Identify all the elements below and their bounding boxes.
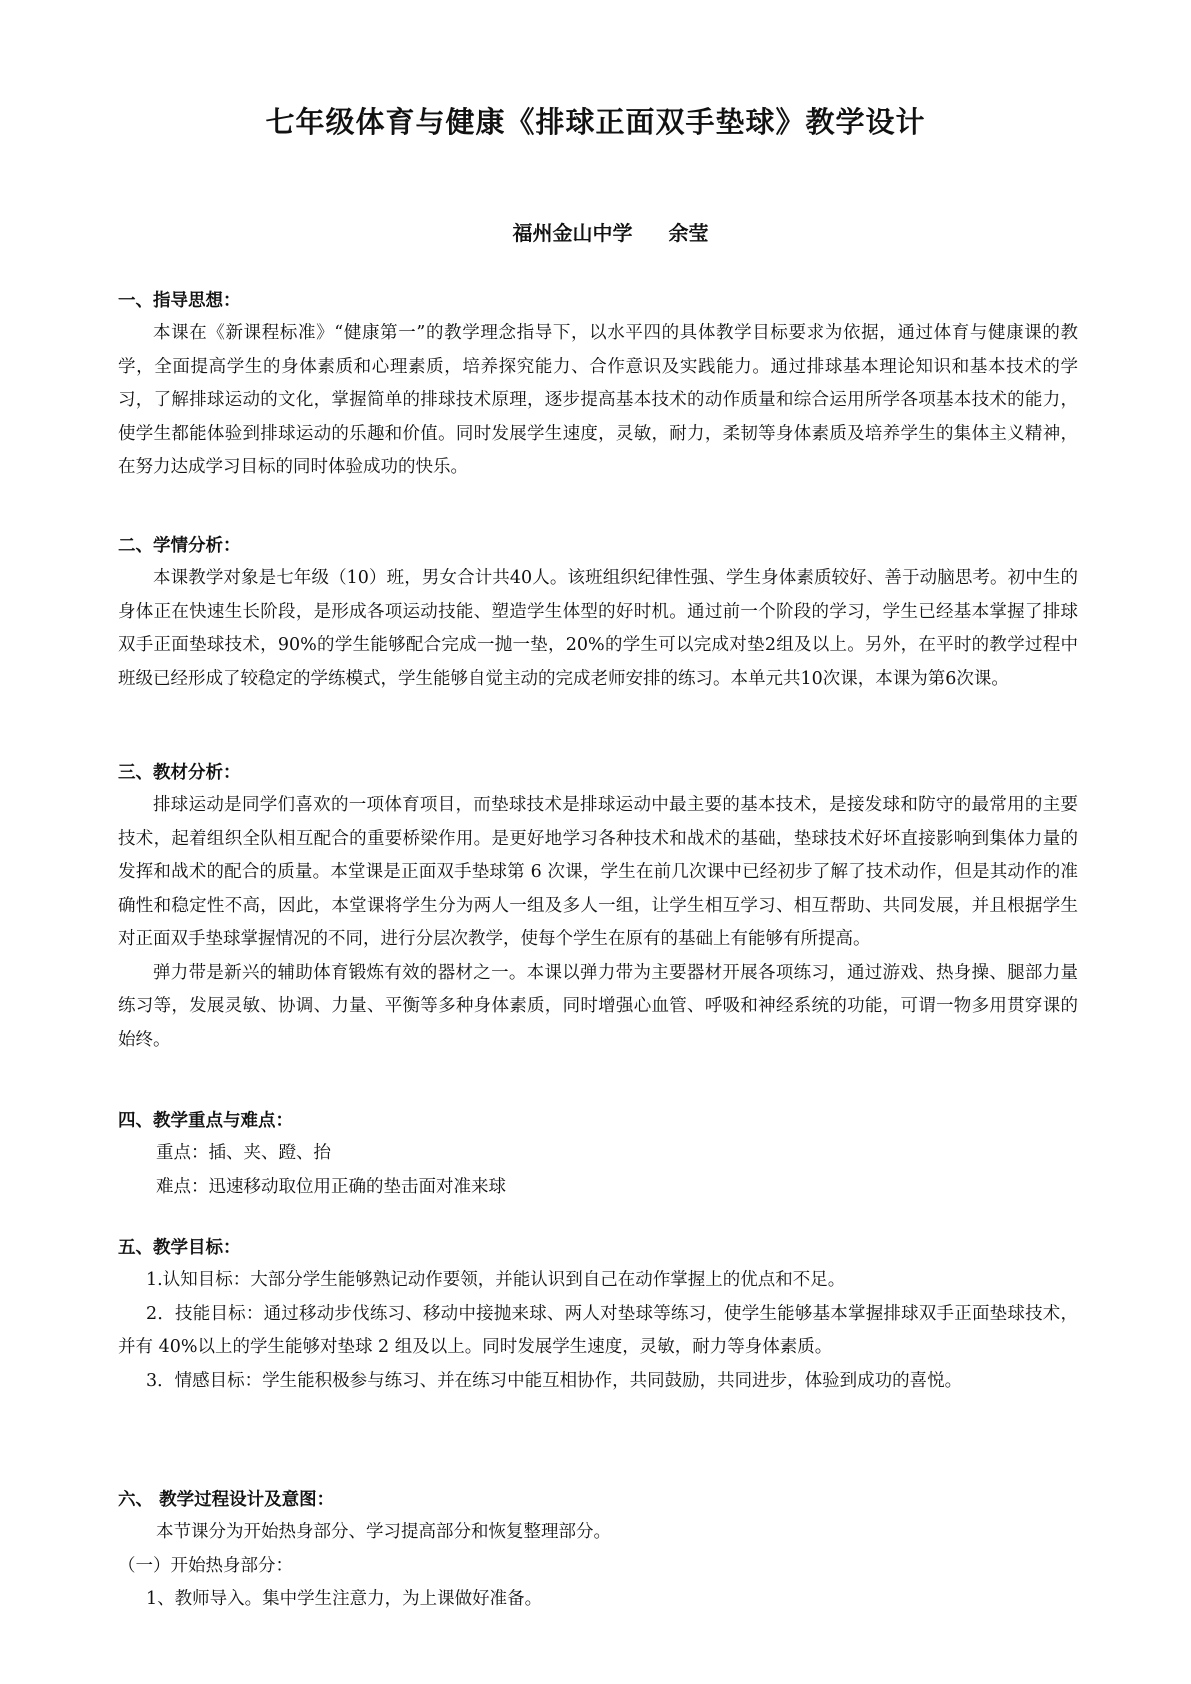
goal-skill: 2．技能目标：通过移动步伐练习、移动中接抛来球、两人对垫球等练习，使学生能够基本掌握排球双手正面垫球技术，并有 40%以上的学生能够对垫球 2 组及以上。同时发展学生速度，灵敏，耐力等身体素质。 xyxy=(118,1303,1078,1357)
section-heading: 二、学情分析： xyxy=(118,536,241,556)
section-teaching-process xyxy=(118,1484,1078,1617)
process-part-heading: （一）开始热身部分： xyxy=(118,1555,293,1576)
section-heading: 一、指导思想： xyxy=(118,291,241,311)
section-paragraph: 本课教学对象是七年级（10）班，男女合计共40人。该班组织纪律性强、学生身体素质较好、善于动脑思考。初中生的身体正在快速生长阶段，是形成各项运动技能、塑造学生体型的好时机。通过前一个阶段的学习，学生已经基本掌握了排球双手正面垫球技术，90%的学生能够配合完成一抛一垫，20%的学生可以完成对垫2组及以上。另外，在平时的教学过程中班级已经形成了较稳定的学练模式，学生能够自觉主动的完成老师安排的练习。本单元共10次课，本课为第6次课。 xyxy=(118,568,1078,689)
section-paragraph: 排球运动是同学们喜欢的一项体育项目，而垫球技术是排球运动中最主要的基本技术，是接发球和防守的最常用的主要技术，起着组织全队相互配合的重要桥梁作用。是更好地学习各种技术和战术的基础，垫球技术好坏直接影响到集体力量的发挥和战术的配合的质量。本堂课是正面双手垫球第 6 次课，学生在前几次课中已经初步了解了技术动作，但是其动作的准确性和稳定性不高，因此，本堂课将学生分为两人一组及多人一组，让学生相互学习、相互帮助、共同发展，并且根据学生对正面双手垫球掌握情况的不同，进行分层次教学，使每个学生在原有的基础上有能够有所提高。 xyxy=(118,795,1078,949)
goal-cognitive: 1.认知目标：大部分学生能够熟记动作要领，并能认识到自己在动作掌握上的优点和不足。 xyxy=(146,1270,846,1290)
section-paragraph: 弹力带是新兴的辅助体育锻炼有效的器材之一。本课以弹力带为主要器材开展各项练习，通过游戏、热身操、腿部力量练习等，发展灵敏、协调、力量、平衡等多种身体素质，同时增强心血管、呼吸和神经系统的功能，可谓一物多用贯穿课的始终。 xyxy=(118,962,1078,1050)
section-heading: 三、教材分析： xyxy=(118,763,241,783)
section-heading: 六、 教学过程设计及意图： xyxy=(118,1490,335,1510)
section-student-analysis xyxy=(118,530,1078,696)
process-intro: 本节课分为开始热身部分、学习提高部分和恢复整理部分。 xyxy=(156,1522,611,1542)
section-teaching-goals xyxy=(118,1232,1078,1398)
difficulty-line: 难点：迅速移动取位用正确的垫击面对准来球 xyxy=(156,1176,506,1197)
author-line xyxy=(0,218,1191,248)
process-step: 1、教师导入。集中学生注意力，为上课做好准备。 xyxy=(146,1589,543,1609)
key-point-line: 重点：插、夹、蹬、抬 xyxy=(156,1143,331,1163)
author-name: 余莹 xyxy=(668,221,709,245)
goal-emotional: 3．情感目标：学生能积极参与练习、并在练习中能互相协作，共同鼓励，共同进步，体验到成功的喜悦。 xyxy=(146,1370,963,1391)
section-heading: 五、教学目标： xyxy=(118,1238,241,1258)
section-key-points xyxy=(118,1105,1078,1204)
school-name: 福州金山中学 xyxy=(512,221,633,245)
section-paragraph: 本课在《新课程标准》“健康第一”的教学理念指导下，以水平四的具体教学目标要求为依据，通过体育与健康课的教学，全面提高学生的身体素质和心理素质，培养探究能力、合作意识及实践能力。通过排球基本理论知识和基本技术的学习，了解排球运动的文化，掌握简单的排球技术原理，逐步提高基本技术的动作质量和综合运用所学各项基本技术的能力，使学生都能体验到排球运动的乐趣和价值。同时发展学生速度，灵敏，耐力，柔韧等身体素质及培养学生的集体主义精神，在努力达成学习目标的同时体验成功的快乐。 xyxy=(118,323,1078,477)
section-material-analysis xyxy=(118,757,1078,1057)
section-guiding-ideology xyxy=(118,285,1078,485)
document-title: 七年级体育与健康《排球正面双手垫球》教学设计 xyxy=(265,105,926,139)
section-heading: 四、教学重点与难点： xyxy=(118,1111,293,1131)
